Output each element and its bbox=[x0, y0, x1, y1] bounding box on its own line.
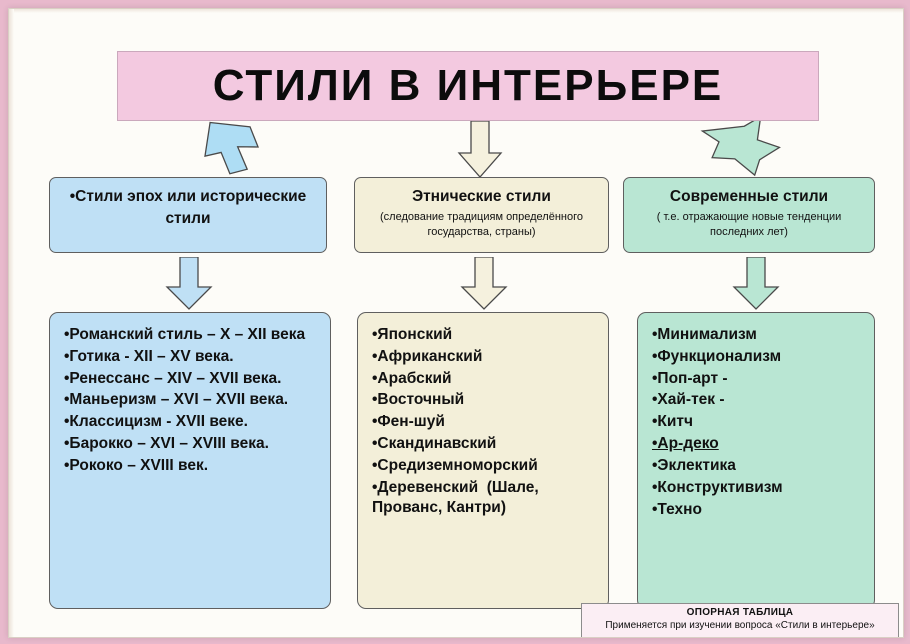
poster-title-banner bbox=[117, 51, 819, 121]
list-item: •Ар-деко bbox=[652, 435, 719, 453]
poster-canvas bbox=[8, 8, 904, 638]
list-item: •Арабский bbox=[372, 369, 452, 387]
list-item: •Маньеризм – XVI – XVII века. bbox=[64, 391, 289, 409]
list-item: •Хай-тек - bbox=[652, 391, 725, 409]
arrow-category-3-to-list-3 bbox=[731, 257, 781, 311]
arrow-category-2-to-list-2 bbox=[459, 257, 509, 311]
page-title: СТИЛИ В ИНТЕРЬЕРЕ bbox=[212, 61, 724, 110]
list-item: •Фен-шуй bbox=[372, 413, 445, 431]
list-item: •Классицизм - XVII веке. bbox=[64, 413, 248, 431]
list-item: •Функционализм bbox=[652, 347, 782, 365]
arrow-title-to-category-3 bbox=[697, 121, 793, 179]
footer-note-subtitle: Применяется при изучении вопроса «Стили в интерьере» bbox=[605, 620, 875, 631]
list-item: •Африканский bbox=[372, 347, 483, 365]
list-item: •Деревенский (Шале, Прованс, Кантри) bbox=[372, 478, 543, 516]
paper-edge-left bbox=[9, 9, 14, 637]
arrow-title-to-category-2 bbox=[457, 121, 503, 179]
category-title: Этнические стили bbox=[412, 188, 551, 205]
category-box-historical bbox=[49, 177, 327, 253]
category-subtitle: (следование традициям определённого государства, страны) bbox=[379, 211, 583, 239]
category-box-ethnic bbox=[354, 177, 609, 253]
category-box-modern bbox=[623, 177, 875, 253]
list-item: •Барокко – XVI – XVIII века. bbox=[64, 435, 269, 453]
list-item: •Средиземноморский bbox=[372, 456, 538, 474]
list-item: •Китч bbox=[652, 413, 694, 431]
list-box-modern-styles bbox=[637, 312, 875, 609]
list-item: •Японский bbox=[372, 326, 453, 343]
category-title: Современные стили bbox=[669, 188, 829, 205]
list-box-ethnic-styles bbox=[357, 312, 609, 609]
arrow-category-1-to-list-1 bbox=[164, 257, 214, 311]
arrow-title-to-category-1 bbox=[199, 121, 309, 179]
footer-note-title: ОПОРНАЯ ТАБЛИЦА bbox=[686, 607, 794, 618]
list-item: •Техно bbox=[652, 500, 702, 518]
list-box-historical-styles bbox=[49, 312, 331, 609]
list-item: •Готика - XII – XV века. bbox=[64, 347, 234, 365]
list-item: •Конструктивизм bbox=[652, 478, 783, 496]
paper-edge-top bbox=[9, 9, 903, 13]
footer-note bbox=[581, 603, 899, 638]
list-item: •Минимализм bbox=[652, 326, 757, 343]
list-item: •Эклектика bbox=[652, 456, 736, 474]
list-item: •Романский стиль – X – XII века bbox=[64, 326, 306, 343]
category-title: •Стили эпох или исторические стили bbox=[69, 188, 307, 228]
list-item: •Рококо – XVIII век. bbox=[64, 456, 209, 474]
list-item: •Ренессанс – XIV – XVII века. bbox=[64, 369, 282, 387]
list-item: •Скандинавский bbox=[372, 435, 497, 453]
list-item: •Восточный bbox=[372, 391, 465, 409]
category-subtitle: ( т.е. отражающие новые тенденции последних лет) bbox=[656, 211, 842, 239]
list-item: •Поп-арт - bbox=[652, 369, 728, 387]
